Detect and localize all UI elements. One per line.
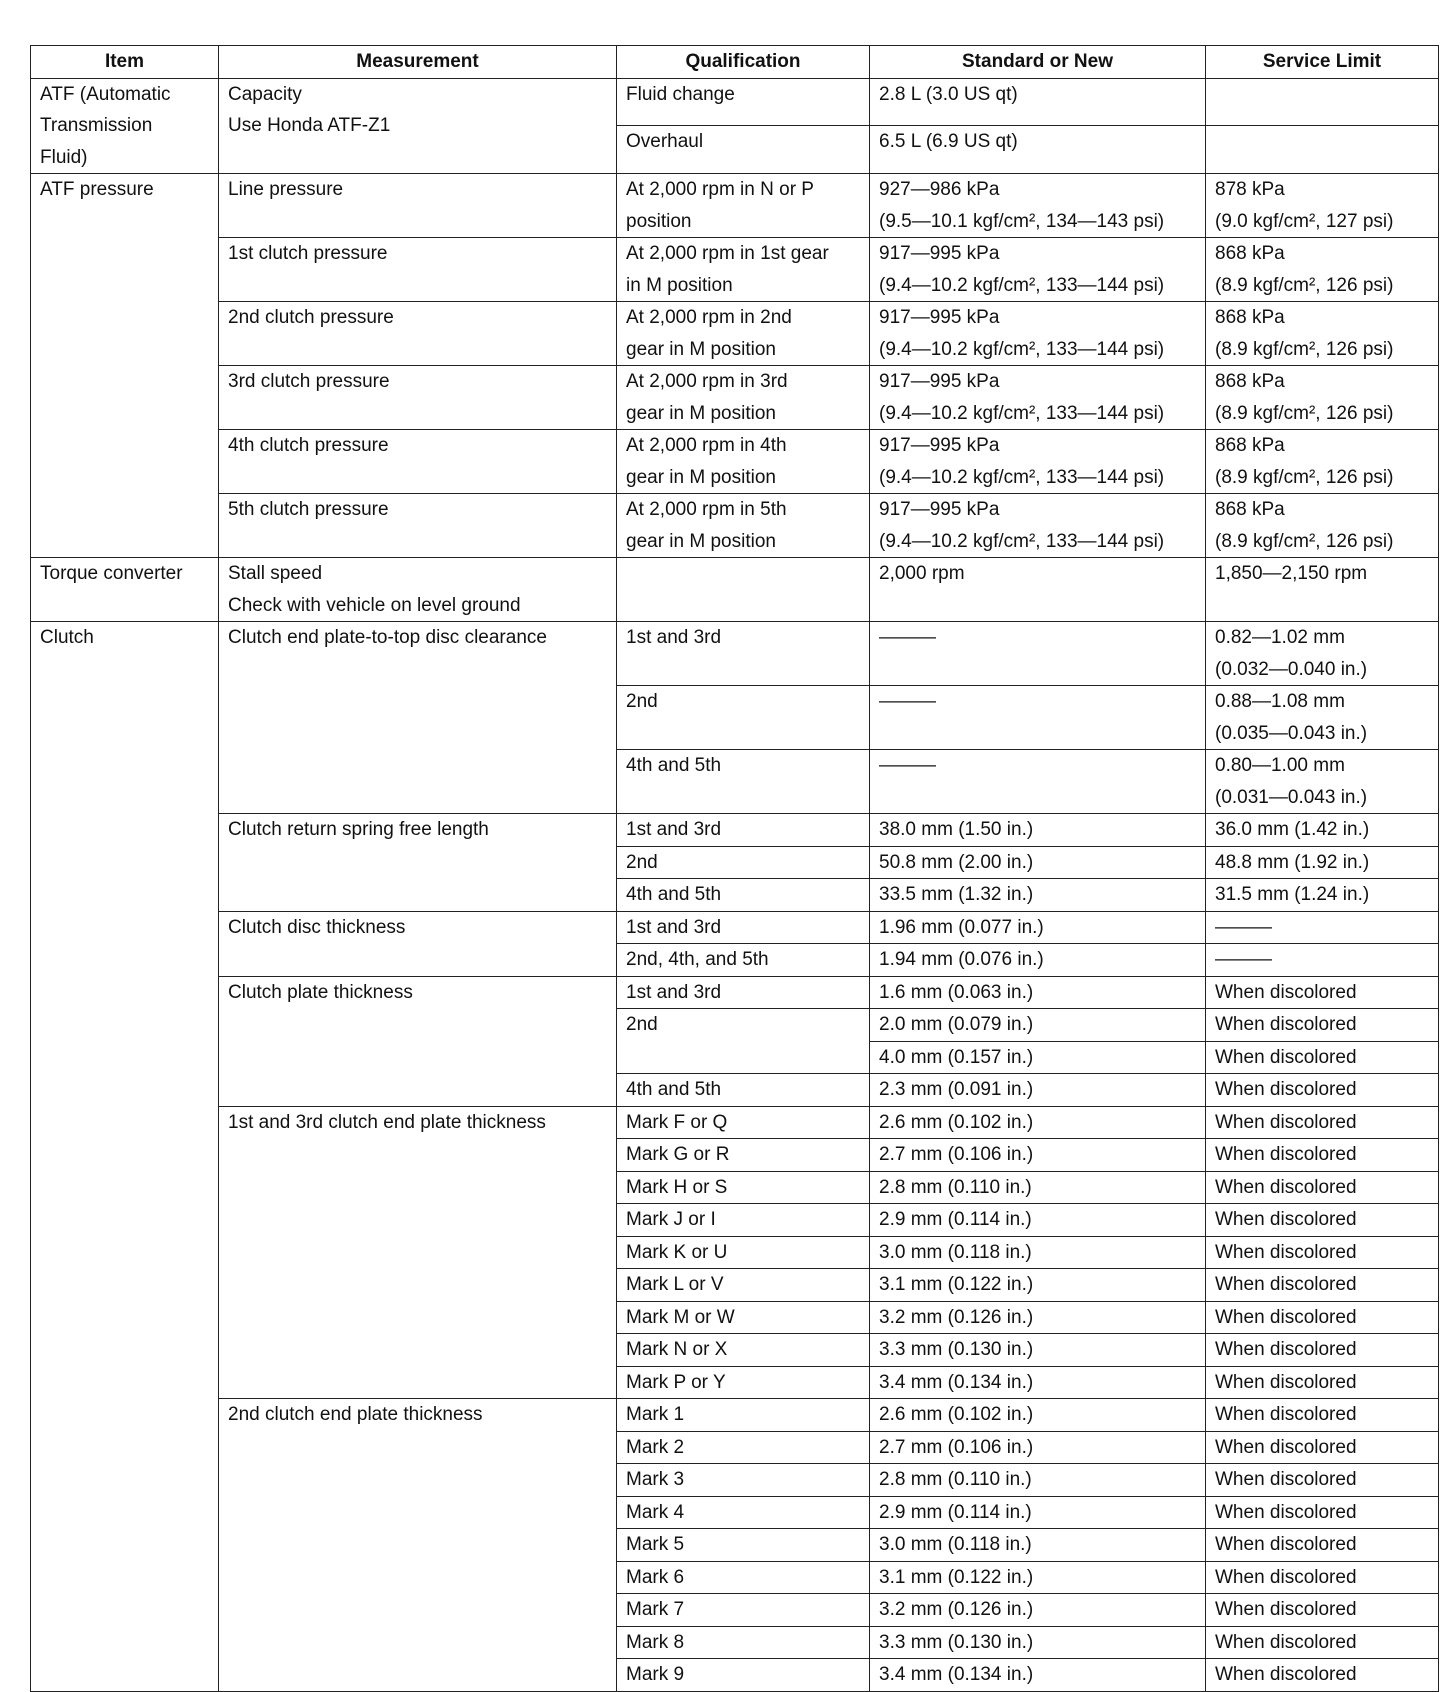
item-cell: Clutch: [31, 622, 219, 1692]
qualification-cell: Mark K or U: [617, 1236, 870, 1269]
service-limit-cell: When discolored: [1206, 1626, 1439, 1659]
measurement-cell: Clutch plate thickness: [219, 976, 617, 1106]
standard-cell: 2.8 L (3.0 US qt): [870, 78, 1206, 126]
qualification-cell: At 2,000 rpm in 2nd gear in M position: [617, 302, 870, 366]
qualification-cell: 1st and 3rd: [617, 814, 870, 847]
standard-cell: 33.5 mm (1.32 in.): [870, 879, 1206, 912]
service-limit-cell: When discolored: [1206, 1301, 1439, 1334]
spec-table: [30, 45, 1439, 1692]
measurement-cell: Clutch return spring free length: [219, 814, 617, 912]
standard-cell: 38.0 mm (1.50 in.): [870, 814, 1206, 847]
qualification-cell: Mark 1: [617, 1399, 870, 1432]
service-limit-cell: 31.5 mm (1.24 in.): [1206, 879, 1439, 912]
standard-cell: 917—995 kPa (9.4—10.2 kgf/cm², 133—144 psi): [870, 238, 1206, 302]
col-header-measurement: Measurement: [219, 46, 617, 79]
service-limit-cell: When discolored: [1206, 1366, 1439, 1399]
service-limit-cell: When discolored: [1206, 1041, 1439, 1074]
standard-cell: 2.0 mm (0.079 in.): [870, 1009, 1206, 1042]
measurement-cell: Clutch disc thickness: [219, 911, 617, 976]
standard-cell: 2,000 rpm: [870, 558, 1206, 622]
qualification-cell: [617, 1041, 870, 1074]
service-limit-cell: When discolored: [1206, 1496, 1439, 1529]
qualification-cell: Mark N or X: [617, 1334, 870, 1367]
standard-cell: 3.4 mm (0.134 in.): [870, 1659, 1206, 1692]
header-row: [31, 46, 1439, 79]
service-limit-cell: When discolored: [1206, 1464, 1439, 1497]
measurement-cell: Capacity Use Honda ATF-Z1: [219, 78, 617, 174]
table-row: [31, 976, 1439, 1009]
qualification-cell: 4th and 5th: [617, 879, 870, 912]
service-limit-cell: When discolored: [1206, 976, 1439, 1009]
qualification-cell: 1st and 3rd: [617, 976, 870, 1009]
qualification-cell: Mark 7: [617, 1594, 870, 1627]
table-row: [31, 1106, 1439, 1139]
standard-cell: 917—995 kPa (9.4—10.2 kgf/cm², 133—144 psi): [870, 430, 1206, 494]
table-row: [31, 814, 1439, 847]
qualification-cell: Mark L or V: [617, 1269, 870, 1302]
qualification-cell: Mark 6: [617, 1561, 870, 1594]
qualification-cell: Mark 4: [617, 1496, 870, 1529]
measurement-cell: 2nd clutch end plate thickness: [219, 1399, 617, 1692]
service-limit-cell: When discolored: [1206, 1399, 1439, 1432]
service-limit-cell: When discolored: [1206, 1594, 1439, 1627]
standard-cell: 2.9 mm (0.114 in.): [870, 1204, 1206, 1237]
service-limit-cell: When discolored: [1206, 1269, 1439, 1302]
measurement-cell: 2nd clutch pressure: [219, 302, 617, 366]
service-limit-cell: 0.80—1.00 mm (0.031—0.043 in.): [1206, 750, 1439, 814]
qualification-cell: Mark F or Q: [617, 1106, 870, 1139]
measurement-cell: 1st and 3rd clutch end plate thickness: [219, 1106, 617, 1399]
qualification-cell: At 2,000 rpm in 5th gear in M position: [617, 494, 870, 558]
standard-cell: 3.3 mm (0.130 in.): [870, 1334, 1206, 1367]
table-row: [31, 430, 1439, 494]
table-row: [31, 494, 1439, 558]
service-limit-cell: 868 kPa (8.9 kgf/cm², 126 psi): [1206, 302, 1439, 366]
service-limit-cell: When discolored: [1206, 1659, 1439, 1692]
service-limit-cell: When discolored: [1206, 1529, 1439, 1562]
qualification-cell: Overhaul: [617, 126, 870, 174]
standard-cell: 3.0 mm (0.118 in.): [870, 1236, 1206, 1269]
measurement-cell: 5th clutch pressure: [219, 494, 617, 558]
measurement-cell: Stall speed Check with vehicle on level ground: [219, 558, 617, 622]
measurement-cell: 3rd clutch pressure: [219, 366, 617, 430]
qualification-cell: At 2,000 rpm in 1st gear in M position: [617, 238, 870, 302]
standard-cell: 6.5 L (6.9 US qt): [870, 126, 1206, 174]
standard-cell: 1.94 mm (0.076 in.): [870, 944, 1206, 977]
measurement-cell: 1st clutch pressure: [219, 238, 617, 302]
table-row: [31, 911, 1439, 944]
standard-cell: 917—995 kPa (9.4—10.2 kgf/cm², 133—144 psi): [870, 366, 1206, 430]
service-limit-cell: 868 kPa (8.9 kgf/cm², 126 psi): [1206, 430, 1439, 494]
service-limit-cell: 48.8 mm (1.92 in.): [1206, 846, 1439, 879]
qualification-cell: Mark 3: [617, 1464, 870, 1497]
table-row: [31, 78, 1439, 126]
standard-cell: 3.3 mm (0.130 in.): [870, 1626, 1206, 1659]
standard-cell: 1.6 mm (0.063 in.): [870, 976, 1206, 1009]
standard-cell: ———: [870, 686, 1206, 750]
col-header-service-limit: Service Limit: [1206, 46, 1439, 79]
service-limit-cell: 868 kPa (8.9 kgf/cm², 126 psi): [1206, 238, 1439, 302]
standard-cell: 1.96 mm (0.077 in.): [870, 911, 1206, 944]
standard-cell: ———: [870, 622, 1206, 686]
standard-cell: ———: [870, 750, 1206, 814]
service-limit-cell: 0.88—1.08 mm (0.035—0.043 in.): [1206, 686, 1439, 750]
service-limit-cell: When discolored: [1206, 1334, 1439, 1367]
standard-cell: 2.7 mm (0.106 in.): [870, 1431, 1206, 1464]
measurement-cell: 4th clutch pressure: [219, 430, 617, 494]
standard-cell: 2.6 mm (0.102 in.): [870, 1106, 1206, 1139]
service-limit-cell: When discolored: [1206, 1106, 1439, 1139]
qualification-cell: Mark J or I: [617, 1204, 870, 1237]
col-header-item: Item: [31, 46, 219, 79]
service-limit-cell: 868 kPa (8.9 kgf/cm², 126 psi): [1206, 366, 1439, 430]
service-limit-cell: [1206, 78, 1439, 126]
service-limit-cell: ———: [1206, 944, 1439, 977]
table-row: [31, 174, 1439, 238]
standard-cell: 3.4 mm (0.134 in.): [870, 1366, 1206, 1399]
standard-cell: 3.0 mm (0.118 in.): [870, 1529, 1206, 1562]
service-limit-cell: When discolored: [1206, 1236, 1439, 1269]
qualification-cell: [617, 558, 870, 622]
standard-cell: 2.6 mm (0.102 in.): [870, 1399, 1206, 1432]
spec-table-body: [31, 78, 1439, 1691]
standard-cell: 3.2 mm (0.126 in.): [870, 1301, 1206, 1334]
service-limit-cell: When discolored: [1206, 1431, 1439, 1464]
service-limit-cell: [1206, 126, 1439, 174]
standard-cell: 927—986 kPa (9.5—10.1 kgf/cm², 134—143 psi): [870, 174, 1206, 238]
service-limit-cell: 36.0 mm (1.42 in.): [1206, 814, 1439, 847]
col-header-qualification: Qualification: [617, 46, 870, 79]
table-row: [31, 558, 1439, 622]
qualification-cell: Mark 5: [617, 1529, 870, 1562]
qualification-cell: 4th and 5th: [617, 750, 870, 814]
service-limit-cell: When discolored: [1206, 1204, 1439, 1237]
item-cell: ATF (Automatic Transmission Fluid): [31, 78, 219, 174]
standard-cell: 50.8 mm (2.00 in.): [870, 846, 1206, 879]
qualification-cell: Mark 8: [617, 1626, 870, 1659]
col-header-standard: Standard or New: [870, 46, 1206, 79]
qualification-cell: Mark 9: [617, 1659, 870, 1692]
measurement-cell: Clutch end plate-to-top disc clearance: [219, 622, 617, 814]
standard-cell: 2.9 mm (0.114 in.): [870, 1496, 1206, 1529]
standard-cell: 2.8 mm (0.110 in.): [870, 1464, 1206, 1497]
qualification-cell: 2nd, 4th, and 5th: [617, 944, 870, 977]
qualification-cell: Mark 2: [617, 1431, 870, 1464]
qualification-cell: 2nd: [617, 846, 870, 879]
table-row: [31, 366, 1439, 430]
service-limit-cell: When discolored: [1206, 1561, 1439, 1594]
table-row: [31, 1399, 1439, 1432]
standard-cell: 3.2 mm (0.126 in.): [870, 1594, 1206, 1627]
standard-cell: 3.1 mm (0.122 in.): [870, 1269, 1206, 1302]
service-limit-cell: When discolored: [1206, 1171, 1439, 1204]
qualification-cell: At 2,000 rpm in 3rd gear in M position: [617, 366, 870, 430]
qualification-cell: Mark G or R: [617, 1139, 870, 1172]
service-limit-cell: 878 kPa (9.0 kgf/cm², 127 psi): [1206, 174, 1439, 238]
standard-cell: 2.8 mm (0.110 in.): [870, 1171, 1206, 1204]
qualification-cell: Fluid change: [617, 78, 870, 126]
service-limit-cell: When discolored: [1206, 1009, 1439, 1042]
standard-cell: 3.1 mm (0.122 in.): [870, 1561, 1206, 1594]
table-row: [31, 302, 1439, 366]
qualification-cell: 2nd: [617, 686, 870, 750]
service-limit-cell: ———: [1206, 911, 1439, 944]
service-limit-cell: 868 kPa (8.9 kgf/cm², 126 psi): [1206, 494, 1439, 558]
qualification-cell: 2nd: [617, 1009, 870, 1042]
qualification-cell: Mark M or W: [617, 1301, 870, 1334]
qualification-cell: At 2,000 rpm in 4th gear in M position: [617, 430, 870, 494]
item-cell: Torque converter: [31, 558, 219, 622]
standard-cell: 4.0 mm (0.157 in.): [870, 1041, 1206, 1074]
qualification-cell: Mark P or Y: [617, 1366, 870, 1399]
table-row: [31, 238, 1439, 302]
qualification-cell: At 2,000 rpm in N or P position: [617, 174, 870, 238]
qualification-cell: Mark H or S: [617, 1171, 870, 1204]
service-limit-cell: 0.82—1.02 mm (0.032—0.040 in.): [1206, 622, 1439, 686]
service-limit-cell: When discolored: [1206, 1074, 1439, 1107]
qualification-cell: 1st and 3rd: [617, 622, 870, 686]
standard-cell: 2.3 mm (0.091 in.): [870, 1074, 1206, 1107]
standard-cell: 917—995 kPa (9.4—10.2 kgf/cm², 133—144 psi): [870, 494, 1206, 558]
qualification-cell: 4th and 5th: [617, 1074, 870, 1107]
measurement-cell: Line pressure: [219, 174, 617, 238]
service-limit-cell: When discolored: [1206, 1139, 1439, 1172]
service-limit-cell: 1,850—2,150 rpm: [1206, 558, 1439, 622]
standard-cell: 2.7 mm (0.106 in.): [870, 1139, 1206, 1172]
item-cell: ATF pressure: [31, 174, 219, 558]
table-row: [31, 622, 1439, 686]
qualification-cell: 1st and 3rd: [617, 911, 870, 944]
standard-cell: 917—995 kPa (9.4—10.2 kgf/cm², 133—144 psi): [870, 302, 1206, 366]
